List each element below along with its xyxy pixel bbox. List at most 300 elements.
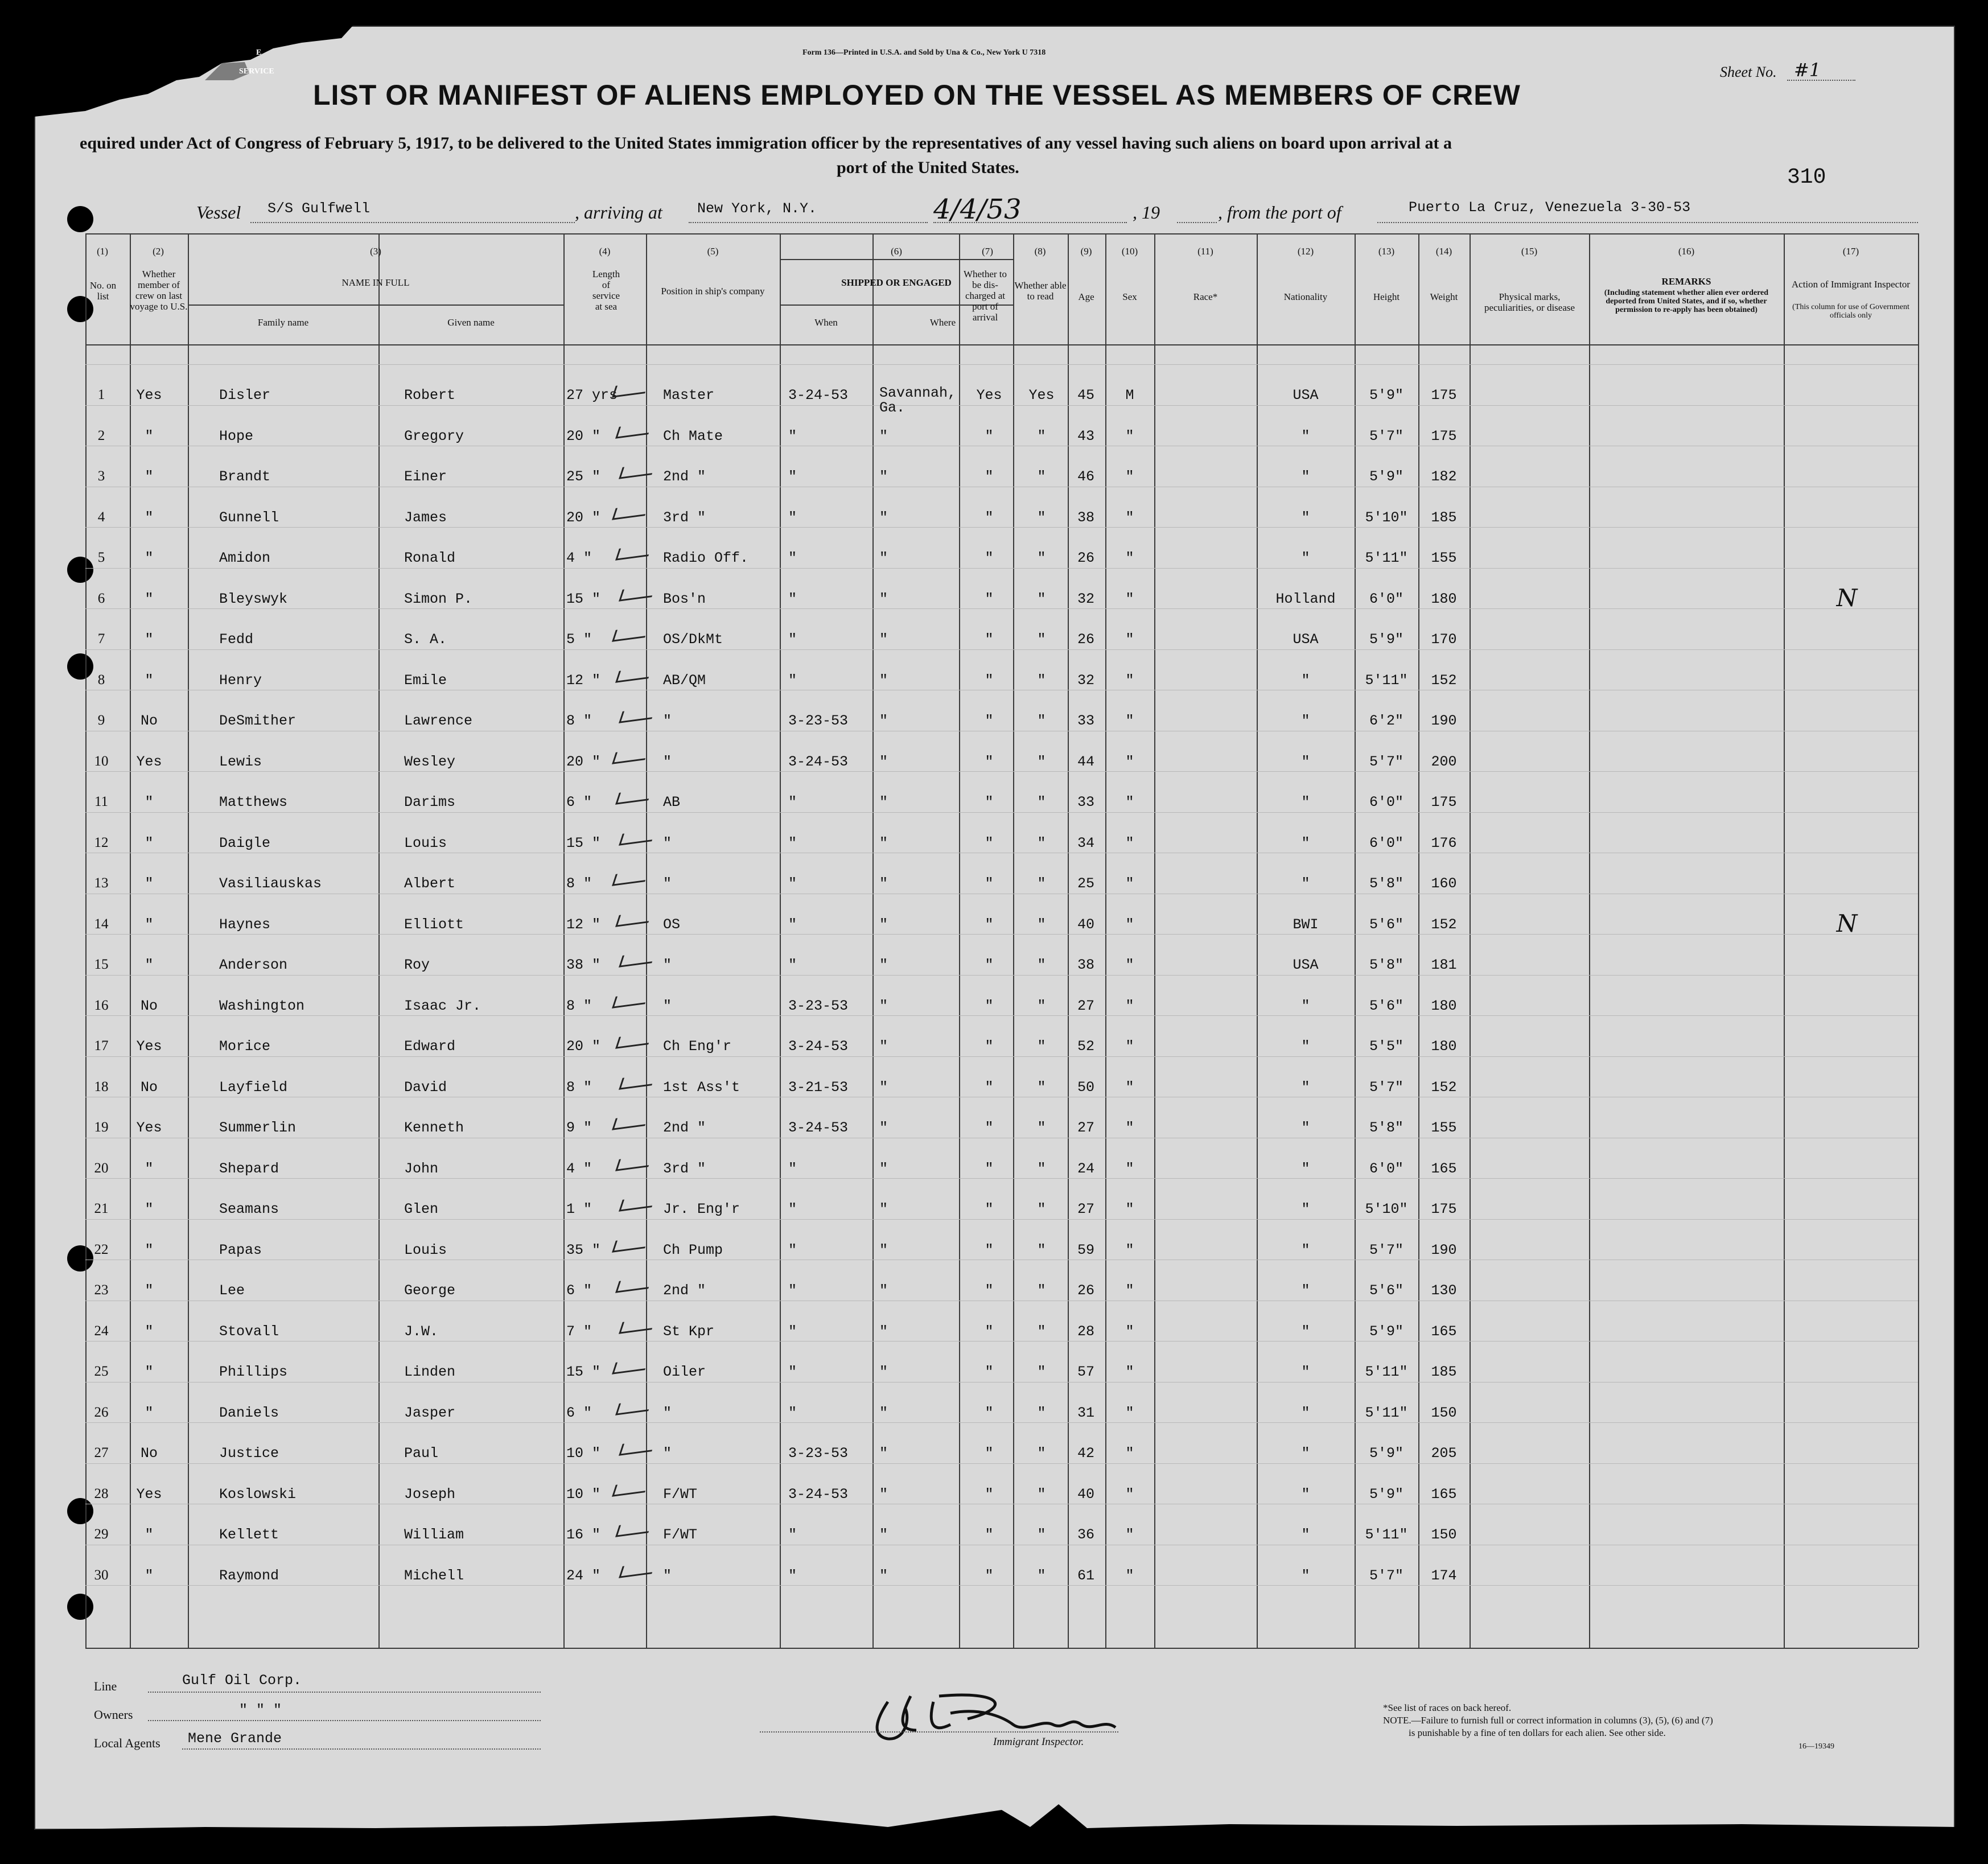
punch-hole: [67, 1498, 93, 1524]
cell-position: 3rd ": [663, 509, 706, 526]
cell-no: 14: [94, 916, 109, 932]
cell-given: Joseph: [404, 1486, 456, 1503]
cell-age: 43: [1077, 427, 1094, 445]
cell-family: Disler: [219, 387, 271, 404]
cell-weight: 175: [1431, 794, 1457, 810]
cell-position: Radio Off.: [663, 550, 749, 566]
cell-position: Jr. Eng'r: [663, 1201, 740, 1217]
cell-weight: 180: [1431, 590, 1457, 607]
cell-disch: ": [985, 997, 994, 1014]
cell-nat: ": [1301, 753, 1310, 770]
cell-disch: ": [985, 1160, 994, 1177]
cell-height: 6'0": [1369, 794, 1403, 810]
cell-service: 20 ": [566, 1038, 601, 1055]
cell-nat: ": [1301, 1038, 1310, 1055]
cell-action: N: [1836, 583, 1858, 612]
penalty-note-1: NOTE.—Failure to furnish full or correct information in columns (3), (5), (6) and (7): [1383, 1715, 1713, 1726]
cell-age: 26: [1077, 631, 1094, 648]
row-guide: [85, 1463, 1918, 1464]
cell-where: ": [879, 875, 888, 892]
col5-header: Position in ship's company: [661, 286, 765, 297]
cell-prev: ": [145, 1526, 154, 1543]
cell-when: ": [788, 1364, 797, 1380]
cell-prev: Yes: [136, 1486, 162, 1503]
cell-given: Michell: [404, 1567, 464, 1584]
row-guide: [85, 568, 1918, 569]
cell-prev: No: [140, 1445, 158, 1462]
cell-age: 40: [1077, 916, 1094, 933]
cell-given: James: [404, 509, 447, 526]
cell-nat: BWI: [1293, 916, 1319, 933]
cell-nat: ": [1301, 672, 1310, 689]
cell-no: 11: [94, 794, 109, 809]
cell-given: Glen: [404, 1201, 439, 1217]
row-rule: [188, 305, 563, 306]
agents-value: Mene Grande: [188, 1730, 282, 1747]
cell-read: ": [1037, 1404, 1046, 1421]
cell-no: 25: [94, 1364, 109, 1379]
col-num: (9): [1080, 246, 1092, 257]
cell-weight: 182: [1431, 468, 1457, 485]
cell-sex: ": [1125, 1364, 1134, 1380]
cell-when: 3-24-53: [788, 753, 849, 770]
cell-service: 20 ": [566, 753, 601, 770]
cell-where: ": [879, 1323, 888, 1340]
cell-position: 2nd ": [663, 1282, 706, 1299]
from-port: Puerto La Cruz, Venezuela 3-30-53: [1409, 199, 1691, 216]
cell-no: 27: [94, 1445, 109, 1460]
cell-read: ": [1037, 672, 1046, 689]
cell-prev: ": [145, 916, 154, 933]
cell-where: ": [879, 713, 888, 729]
cell-age: 52: [1077, 1038, 1094, 1055]
cell-disch: ": [985, 590, 994, 607]
cell-position: ": [663, 753, 672, 770]
cell-no: 3: [97, 468, 105, 484]
cell-where: ": [879, 1486, 888, 1503]
cell-position: 3rd ": [663, 1160, 706, 1177]
cell-given: Albert: [404, 875, 456, 892]
column-rule: [1918, 233, 1919, 1648]
cell-sex: ": [1125, 834, 1134, 851]
col6-header: SHIPPED OR ENGAGED: [841, 277, 952, 288]
cell-no: 6: [97, 590, 105, 606]
cell-family: Henry: [219, 672, 262, 689]
cell-disch: ": [985, 1364, 994, 1380]
cell-family: Stovall: [219, 1323, 279, 1340]
row-guide: [85, 649, 1918, 650]
col-num: (6): [891, 246, 902, 257]
col-num: (5): [707, 246, 719, 257]
races-note: *See list of races on back hereof.: [1383, 1702, 1512, 1713]
cell-read: ": [1037, 834, 1046, 851]
col-num: (2): [153, 246, 164, 257]
cell-when: ": [788, 550, 797, 566]
row-guide: [85, 1341, 1918, 1342]
cell-no: 15: [94, 957, 109, 972]
cell-age: 45: [1077, 387, 1094, 404]
cell-sex: ": [1125, 1120, 1134, 1136]
cell-service: 8 ": [566, 713, 592, 729]
cell-when: ": [788, 1241, 797, 1258]
cell-family: Justice: [219, 1445, 279, 1462]
cell-prev: ": [145, 1160, 154, 1177]
cell-height: 5'9": [1369, 387, 1403, 404]
cell-family: Kellett: [219, 1526, 279, 1543]
cell-no: 1: [97, 387, 105, 402]
cell-weight: 205: [1431, 1445, 1457, 1462]
cell-disch: ": [985, 1120, 994, 1136]
cell-where: ": [879, 794, 888, 810]
cell-position: Ch Pump: [663, 1241, 723, 1258]
cell-disch: ": [985, 753, 994, 770]
cell-when: ": [788, 509, 797, 526]
cell-given: Gregory: [404, 427, 464, 445]
col3b-header: Given name: [447, 317, 495, 328]
cell-read: ": [1037, 590, 1046, 607]
cell-height: 6'0": [1369, 590, 1403, 607]
cell-sex: ": [1125, 427, 1134, 445]
cell-nat: ": [1301, 997, 1310, 1014]
cell-nat: ": [1301, 1526, 1310, 1543]
cell-family: Shepard: [219, 1160, 279, 1177]
inspector-label: Immigrant Inspector.: [993, 1736, 1084, 1748]
page-number: 310: [1787, 165, 1826, 190]
cell-where: ": [879, 1160, 888, 1177]
cell-age: 32: [1077, 672, 1094, 689]
cell-no: 2: [97, 427, 105, 443]
col3-header: NAME IN FULL: [341, 277, 410, 288]
cell-given: John: [404, 1160, 439, 1177]
cell-no: 21: [94, 1201, 109, 1216]
cell-where: ": [879, 834, 888, 851]
from-port-label: , from the port of: [1218, 202, 1341, 223]
col4-header: Length of service at sea: [592, 269, 620, 312]
cell-read: ": [1037, 427, 1046, 445]
cell-service: 15 ": [566, 834, 601, 851]
cell-sex: ": [1125, 509, 1134, 526]
cell-weight: 165: [1431, 1486, 1457, 1503]
cell-given: Wesley: [404, 753, 456, 770]
cell-disch: ": [985, 1323, 994, 1340]
cell-height: 5'9": [1369, 1486, 1403, 1503]
cell-age: 36: [1077, 1526, 1094, 1543]
torn-corner: [34, 26, 353, 117]
cell-given: David: [404, 1079, 447, 1096]
cell-height: 5'6": [1369, 997, 1403, 1014]
col-num: (17): [1842, 246, 1859, 257]
cell-position: ": [663, 713, 672, 729]
row-guide: [85, 405, 1918, 406]
arrival-date: 4/4/53: [933, 194, 1022, 225]
cell-sex: ": [1125, 590, 1134, 607]
cell-when: ": [788, 1282, 797, 1299]
cell-given: J.W.: [404, 1323, 439, 1340]
cell-prev: ": [145, 427, 154, 445]
arriving-port: New York, N.Y.: [697, 200, 817, 217]
vessel-name: S/S Gulfwell: [267, 200, 371, 217]
cell-age: 40: [1077, 1486, 1094, 1503]
cell-where: ": [879, 957, 888, 973]
cell-no: 8: [97, 672, 105, 688]
cell-height: 5'10": [1365, 509, 1408, 526]
cell-weight: 155: [1431, 550, 1457, 566]
cell-where: ": [879, 1201, 888, 1217]
col-num: (12): [1297, 246, 1314, 257]
cell-nat: Holland: [1275, 590, 1336, 607]
cell-no: 22: [94, 1241, 109, 1257]
sheet-number: #1: [1794, 59, 1821, 81]
cell-prev: ": [145, 1282, 154, 1299]
cell-height: 6'0": [1369, 834, 1403, 851]
cell-service: 35 ": [566, 1241, 601, 1258]
cell-prev: Yes: [136, 387, 162, 404]
row-guide: [85, 527, 1918, 528]
cell-disch: ": [985, 631, 994, 648]
cell-read: ": [1037, 713, 1046, 729]
cell-given: Darims: [404, 794, 456, 810]
cell-prev: ": [145, 550, 154, 566]
cell-family: Summerlin: [219, 1120, 297, 1136]
cell-family: Gunnell: [219, 509, 279, 526]
cell-when: 3-24-53: [788, 387, 849, 404]
cell-weight: 155: [1431, 1120, 1457, 1136]
cell-age: 57: [1077, 1364, 1094, 1380]
cell-prev: ": [145, 509, 154, 526]
col6a-header: When: [814, 317, 838, 328]
owners-value: " " ": [239, 1702, 282, 1718]
agents-label: Local Agents: [94, 1736, 160, 1750]
cell-family: Brandt: [219, 468, 271, 485]
cell-service: 25 ": [566, 468, 601, 485]
cell-height: 5'11": [1365, 550, 1408, 566]
cell-disch: ": [985, 875, 994, 892]
col10-header: Sex: [1122, 291, 1137, 302]
cell-where: ": [879, 1567, 888, 1584]
cell-no: 5: [97, 550, 105, 565]
cell-family: DeSmither: [219, 713, 297, 729]
cell-service: 10 ": [566, 1445, 601, 1462]
cell-sex: ": [1125, 1160, 1134, 1177]
cell-age: 27: [1077, 1120, 1094, 1136]
cell-age: 27: [1077, 1201, 1094, 1217]
cell-sex: ": [1125, 1486, 1134, 1503]
cell-read: Yes: [1028, 387, 1055, 404]
cell-height: 5'11": [1365, 1404, 1408, 1421]
cell-family: Haynes: [219, 916, 271, 933]
row-guide: [85, 1219, 1918, 1220]
cell-service: 7 ": [566, 1323, 592, 1340]
cell-read: ": [1037, 957, 1046, 973]
cell-height: 5'9": [1369, 468, 1403, 485]
cell-family: Matthews: [219, 794, 288, 810]
cell-read: ": [1037, 631, 1046, 648]
cell-given: Roy: [404, 957, 430, 973]
cell-given: Ronald: [404, 550, 456, 566]
col7-header: Whether to be dis-charged at port of arrival: [964, 269, 1007, 323]
cell-disch: ": [985, 1282, 994, 1299]
cell-nat: ": [1301, 1201, 1310, 1217]
cell-nat: ": [1301, 1364, 1310, 1380]
cell-read: ": [1037, 509, 1046, 526]
col-num: (13): [1378, 246, 1395, 257]
cell-position: F/WT: [663, 1486, 698, 1503]
cell-service: 15 ": [566, 590, 601, 607]
cell-when: 3-23-53: [788, 997, 849, 1014]
cell-service: 8 ": [566, 875, 592, 892]
cell-height: 5'6": [1369, 1282, 1403, 1299]
cell-when: ": [788, 834, 797, 851]
cell-family: Amidon: [219, 550, 271, 566]
cell-given: S. A.: [404, 631, 447, 648]
cell-disch: ": [985, 1241, 994, 1258]
cell-when: ": [788, 1526, 797, 1543]
cell-height: 5'6": [1369, 916, 1403, 933]
cell-weight: 170: [1431, 631, 1457, 648]
row-guide: [85, 771, 1918, 772]
cell-disch: ": [985, 509, 994, 526]
cell-where: ": [879, 1526, 888, 1543]
cell-disch: ": [985, 916, 994, 933]
cell-disch: ": [985, 1079, 994, 1096]
cell-prev: Yes: [136, 1120, 162, 1136]
form-code: 16—19349: [1798, 1742, 1834, 1751]
cell-no: 28: [94, 1486, 109, 1501]
agency-service: SERVICE: [239, 67, 274, 76]
col17-note: (This column for use of Government officials only: [1792, 303, 1909, 320]
cell-when: ": [788, 1404, 797, 1421]
cell-where: ": [879, 1120, 888, 1136]
row-rule: [85, 1648, 1918, 1649]
cell-height: 5'7": [1369, 1567, 1403, 1584]
cell-no: 26: [94, 1404, 109, 1420]
cell-read: ": [1037, 875, 1046, 892]
cell-when: ": [788, 590, 797, 607]
cell-service: 20 ": [566, 509, 601, 526]
cell-height: 5'7": [1369, 1241, 1403, 1258]
col-num: (3): [370, 246, 381, 257]
cell-age: 32: [1077, 590, 1094, 607]
cell-service: 27 yrs: [566, 387, 618, 404]
cell-age: 61: [1077, 1567, 1094, 1584]
cell-position: Ch Mate: [663, 427, 723, 445]
cell-weight: 200: [1431, 753, 1457, 770]
owners-label: Owners: [94, 1707, 133, 1722]
cell-nat: ": [1301, 1486, 1310, 1503]
cell-weight: 185: [1431, 509, 1457, 526]
cell-family: Washington: [219, 997, 305, 1014]
cell-height: 5'9": [1369, 1323, 1403, 1340]
cell-age: 31: [1077, 1404, 1094, 1421]
cell-disch: ": [985, 834, 994, 851]
cell-where: ": [879, 1404, 888, 1421]
cell-where: ": [879, 1241, 888, 1258]
cell-given: Einer: [404, 468, 447, 485]
cell-where: ": [879, 753, 888, 770]
cell-height: 5'8": [1369, 875, 1403, 892]
cell-position: St Kpr: [663, 1323, 715, 1340]
cell-service: 38 ": [566, 957, 601, 973]
cell-where: ": [879, 997, 888, 1014]
row-guide: [85, 975, 1918, 976]
cell-age: 25: [1077, 875, 1094, 892]
cell-weight: 174: [1431, 1567, 1457, 1584]
cell-height: 5'9": [1369, 1445, 1403, 1462]
cell-no: 9: [97, 713, 105, 728]
cell-position: ": [663, 1567, 672, 1584]
cell-weight: 180: [1431, 997, 1457, 1014]
cell-weight: 185: [1431, 1364, 1457, 1380]
cell-read: ": [1037, 794, 1046, 810]
cell-age: 50: [1077, 1079, 1094, 1096]
cell-weight: 175: [1431, 387, 1457, 404]
cell-when: ": [788, 1201, 797, 1217]
cell-no: 12: [94, 834, 109, 850]
cell-nat: ": [1301, 713, 1310, 729]
cell-given: Jasper: [404, 1404, 456, 1421]
cell-given: Elliott: [404, 916, 464, 933]
cell-sex: ": [1125, 713, 1134, 729]
cell-weight: 152: [1431, 672, 1457, 689]
cell-given: Paul: [404, 1445, 439, 1462]
cell-prev: ": [145, 631, 154, 648]
cell-where: ": [879, 550, 888, 566]
cell-prev: ": [145, 1241, 154, 1258]
col-num: (15): [1521, 246, 1538, 257]
cell-family: Lewis: [219, 753, 262, 770]
cell-nat: ": [1301, 1160, 1310, 1177]
cell-age: 38: [1077, 957, 1094, 973]
cell-age: 28: [1077, 1323, 1094, 1340]
cell-position: OS: [663, 916, 681, 933]
cell-prev: ": [145, 834, 154, 851]
cell-prev: ": [145, 1364, 154, 1380]
cell-sex: ": [1125, 1241, 1134, 1258]
row-guide: [85, 1422, 1918, 1423]
cell-service: 8 ": [566, 997, 592, 1014]
col16-header: REMARKS: [1661, 276, 1711, 287]
agency-header: E: [256, 48, 262, 57]
cell-disch: ": [985, 794, 994, 810]
arriving-label: , arriving at: [575, 202, 662, 223]
cell-read: ": [1037, 1160, 1046, 1177]
cell-position: ": [663, 834, 672, 851]
cell-family: Seamans: [219, 1201, 279, 1217]
cell-read: ": [1037, 550, 1046, 566]
cell-no: 19: [94, 1120, 109, 1135]
col13-header: Height: [1373, 291, 1400, 302]
cell-weight: 152: [1431, 1079, 1457, 1096]
form-printer-line: Form 136—Printed in U.S.A. and Sold by Una & Co., New York U 7318: [802, 48, 1046, 57]
cell-read: ": [1037, 1241, 1046, 1258]
cell-prev: Yes: [136, 753, 162, 770]
cell-weight: 152: [1431, 916, 1457, 933]
col14-header: Weight: [1430, 291, 1458, 302]
line-label: Line: [94, 1679, 117, 1693]
cell-family: Koslowski: [219, 1486, 297, 1503]
cell-read: ": [1037, 1526, 1046, 1543]
cell-weight: 175: [1431, 1201, 1457, 1217]
cell-no: 30: [94, 1567, 109, 1583]
col8-header: Whether able to read: [1014, 280, 1067, 302]
sheet-label: Sheet No.: [1720, 64, 1777, 80]
cell-disch: Yes: [976, 387, 1002, 404]
cell-height: 5'9": [1369, 631, 1403, 648]
cell-nat: ": [1301, 1120, 1310, 1136]
cell-position: ": [663, 1404, 672, 1421]
cell-sex: ": [1125, 1526, 1134, 1543]
cell-position: F/WT: [663, 1526, 698, 1543]
